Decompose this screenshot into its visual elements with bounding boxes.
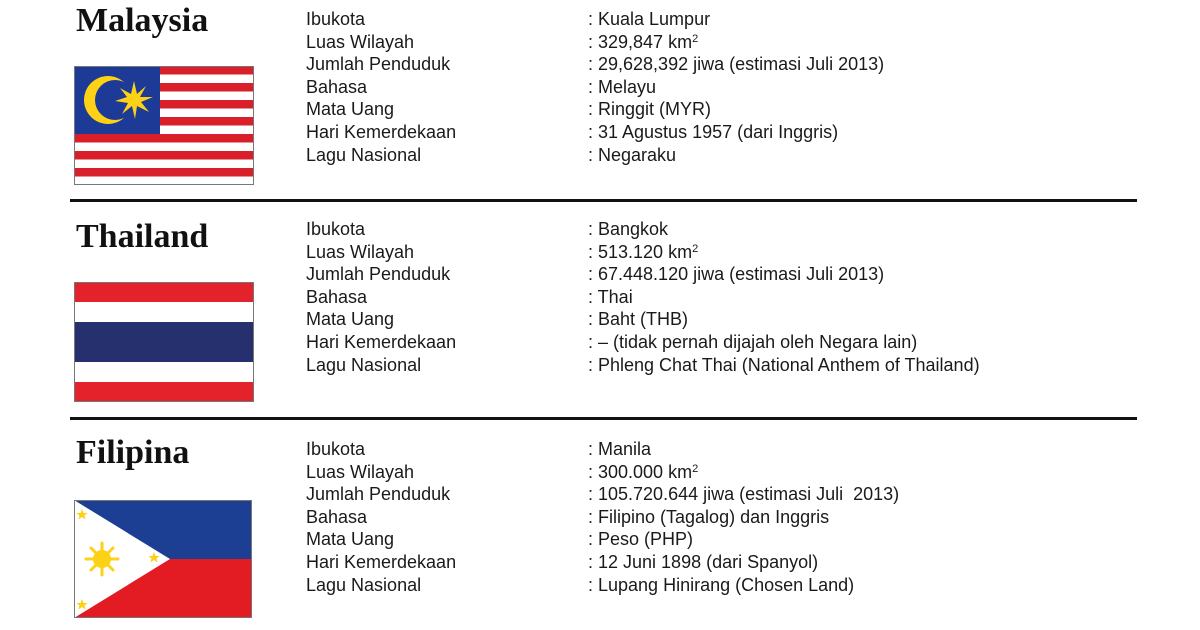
info-value: : Phleng Chat Thai (National Anthem of Thailand) bbox=[588, 354, 980, 375]
info-value: : Bangkok bbox=[588, 219, 669, 239]
country-section-thailand bbox=[0, 210, 1200, 410]
info-label: Bahasa bbox=[306, 76, 368, 97]
info-value: : – (tidak pernah dijajah oleh Negara lain) bbox=[588, 331, 918, 352]
info-value: : Kuala Lumpur bbox=[588, 9, 711, 29]
country-name: Filipina bbox=[76, 434, 190, 471]
info-label: Jumlah Penduduk bbox=[306, 264, 451, 285]
info-label: Jumlah Penduduk bbox=[306, 484, 451, 505]
info-value: : Manila bbox=[588, 439, 652, 459]
info-label: Jumlah Penduduk bbox=[306, 54, 451, 75]
info-value: : 12 Juni 1898 (dari Spanyol) bbox=[588, 551, 819, 572]
superscript: 2 bbox=[692, 462, 699, 475]
thailand-flag-icon bbox=[74, 282, 254, 402]
info-value: : 67.448.120 jiwa (estimasi Juli 2013) bbox=[588, 264, 885, 285]
info-label: Luas Wilayah bbox=[306, 31, 415, 52]
info-value: : 29,628,392 jiwa (estimasi Juli 2013) bbox=[588, 54, 885, 75]
info-value: : 329,847 km bbox=[588, 31, 693, 52]
philippines-flag-icon bbox=[74, 500, 252, 618]
info-label: Lagu Nasional bbox=[306, 144, 422, 165]
country-section-filipina bbox=[0, 430, 1200, 630]
country-section-malaysia bbox=[0, 0, 1200, 200]
info-value: : Filipino (Tagalog) dan Inggris bbox=[588, 506, 830, 527]
info-label: Mata Uang bbox=[306, 529, 395, 550]
country-name: Thailand bbox=[76, 218, 209, 255]
section-divider bbox=[70, 199, 1137, 202]
info-label: Hari Kemerdekaan bbox=[306, 331, 457, 352]
info-value: : Baht (THB) bbox=[588, 309, 689, 330]
info-label: Hari Kemerdekaan bbox=[306, 121, 457, 142]
info-label: Ibukota bbox=[306, 9, 366, 29]
info-label: Mata Uang bbox=[306, 309, 395, 330]
malaysia-flag-icon bbox=[74, 66, 254, 185]
info-value: : Thai bbox=[588, 286, 633, 307]
info-label: Lagu Nasional bbox=[306, 574, 422, 595]
info-value: : 105.720.644 jiwa (estimasi Juli 2013) bbox=[588, 484, 900, 505]
country-name: Malaysia bbox=[76, 2, 209, 39]
info-value: : Lupang Hinirang (Chosen Land) bbox=[588, 574, 855, 595]
info-label: Ibukota bbox=[306, 219, 366, 239]
superscript: 2 bbox=[692, 32, 699, 45]
info-value: : Peso (PHP) bbox=[588, 529, 694, 550]
info-value: : Negaraku bbox=[588, 144, 677, 165]
info-label: Mata Uang bbox=[306, 99, 395, 120]
info-label: Bahasa bbox=[306, 286, 368, 307]
superscript: 2 bbox=[692, 242, 699, 255]
info-label: Hari Kemerdekaan bbox=[306, 551, 457, 572]
info-label: Lagu Nasional bbox=[306, 354, 422, 375]
info-label: Luas Wilayah bbox=[306, 461, 415, 482]
info-value: : 31 Agustus 1957 (dari Inggris) bbox=[588, 121, 839, 142]
info-label: Luas Wilayah bbox=[306, 241, 415, 262]
info-label: Ibukota bbox=[306, 439, 366, 459]
info-value: : 300.000 km bbox=[588, 461, 693, 482]
section-divider bbox=[70, 417, 1137, 420]
info-label: Bahasa bbox=[306, 506, 368, 527]
info-value: : Ringgit (MYR) bbox=[588, 99, 712, 120]
info-value: : 513.120 km bbox=[588, 241, 693, 262]
info-value: : Melayu bbox=[588, 76, 657, 97]
